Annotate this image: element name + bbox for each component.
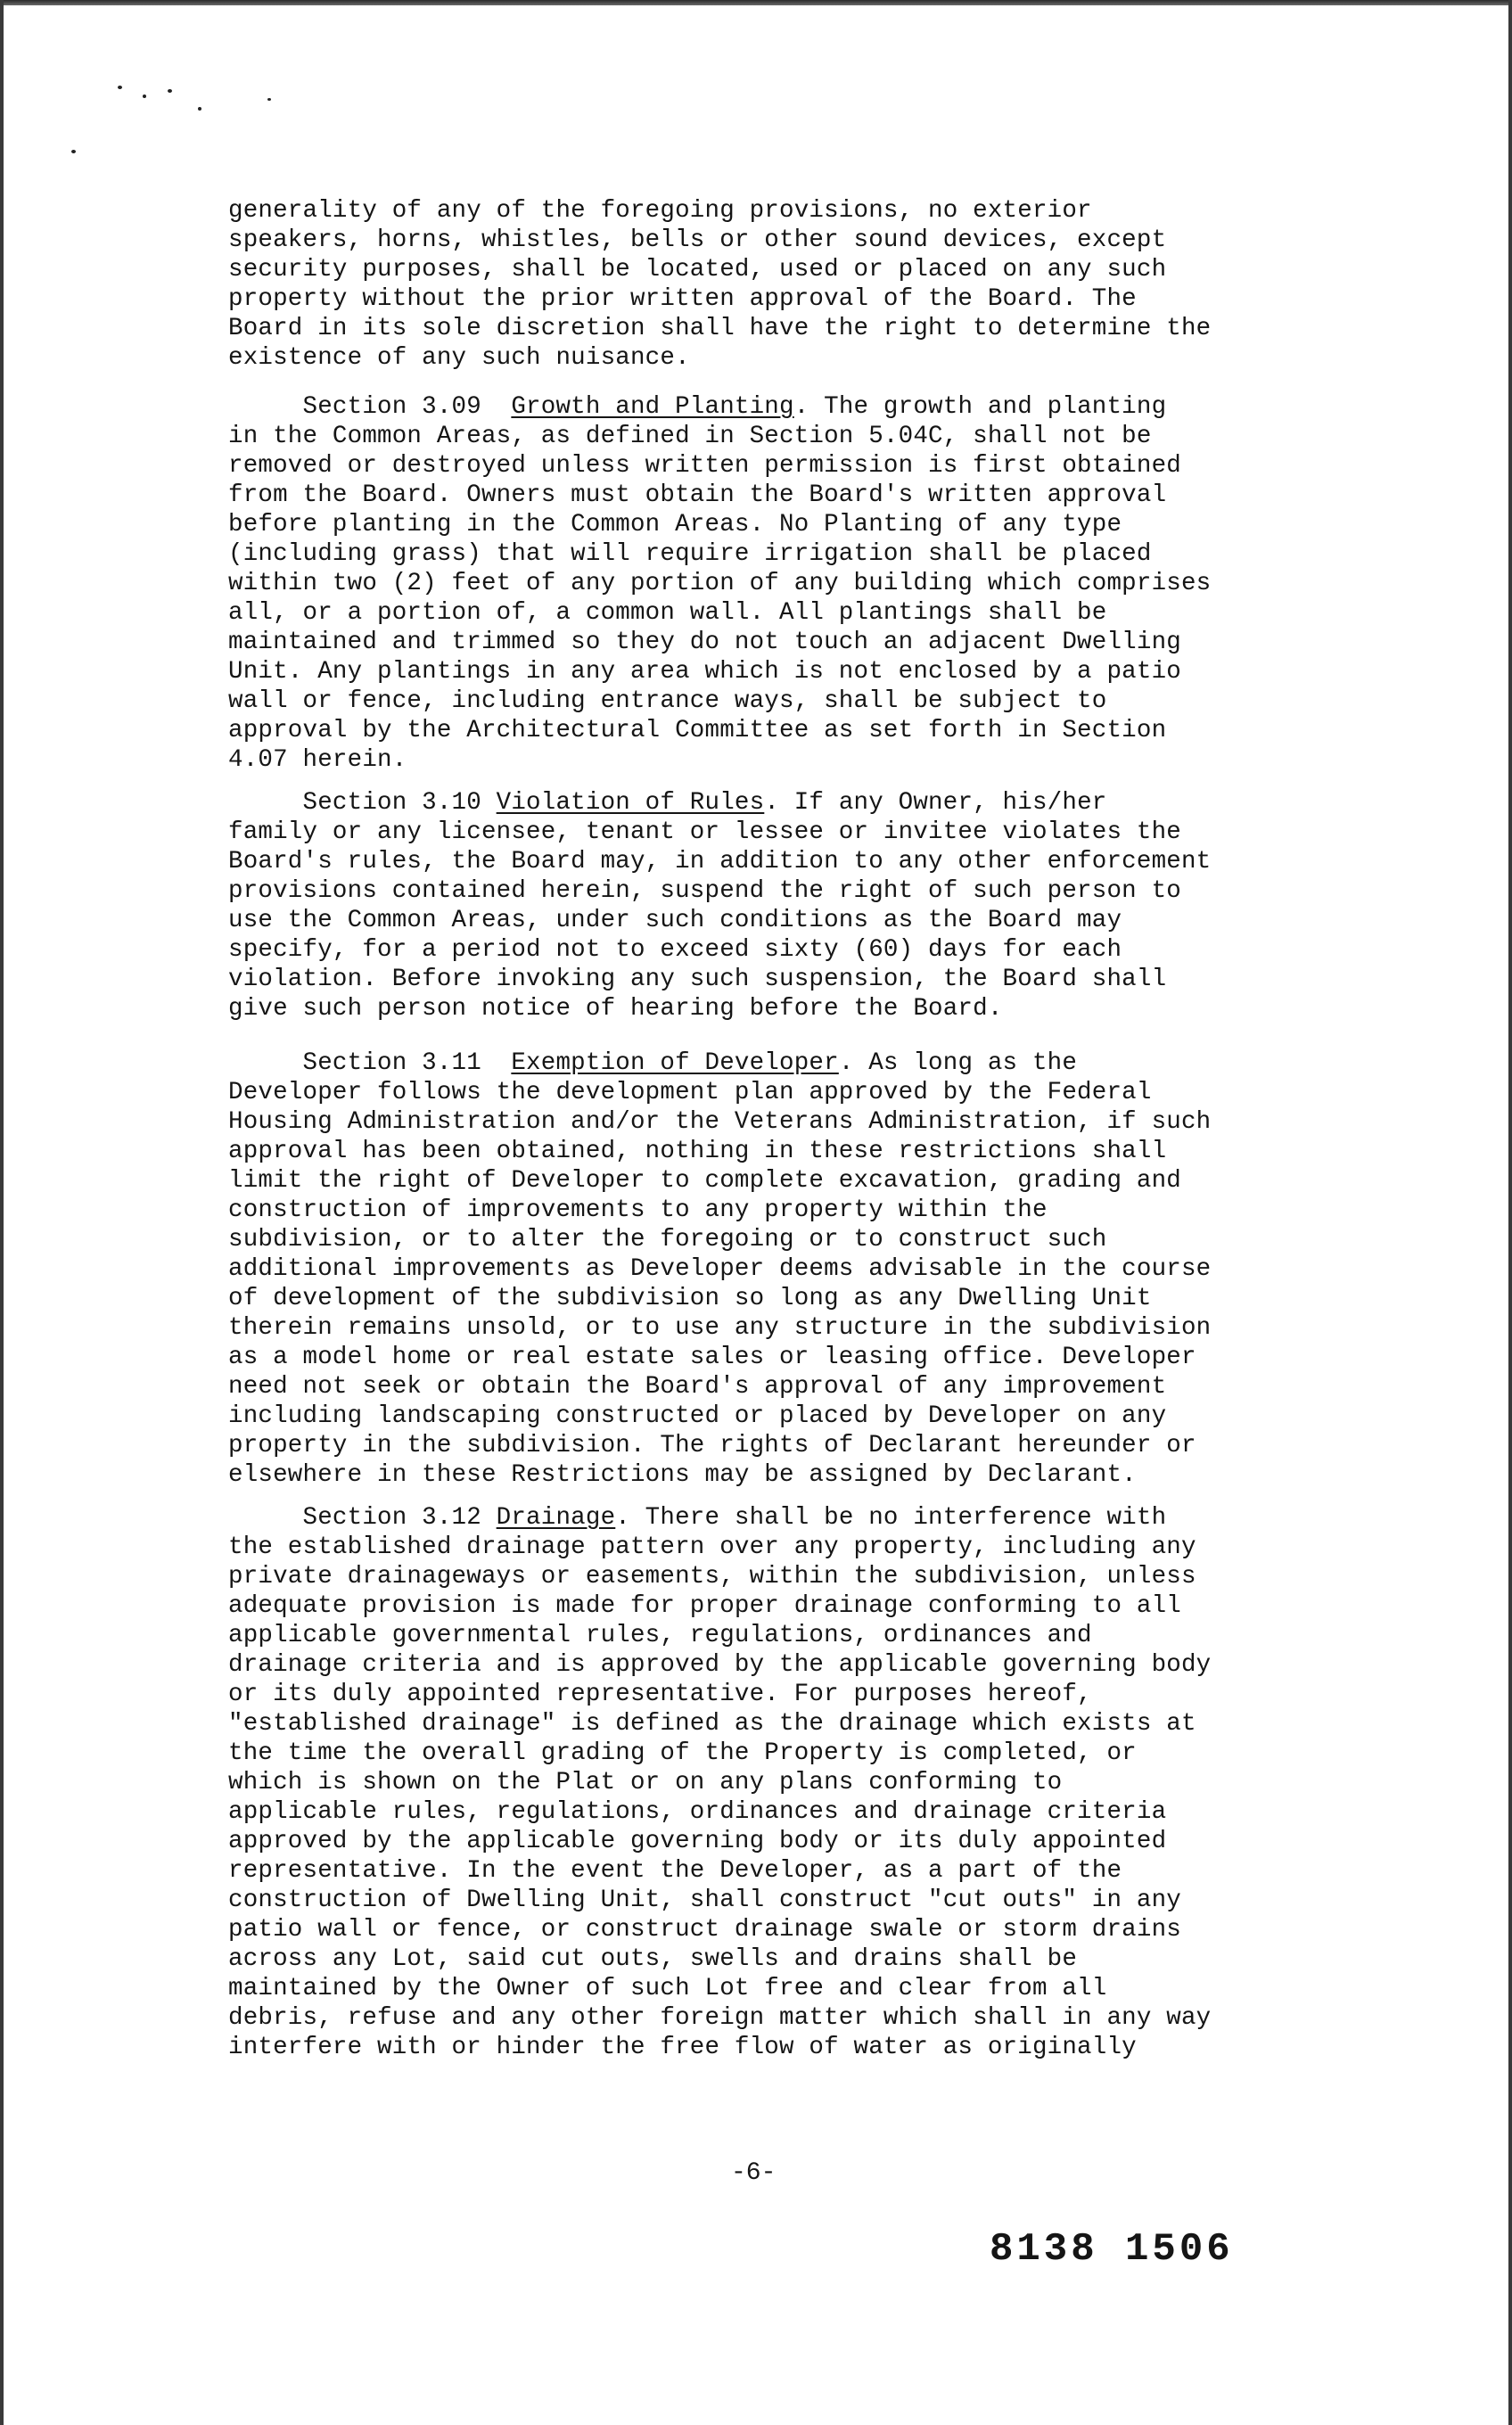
text-line: property without the prior written approval of the Board. The <box>228 285 1137 313</box>
section-3-09 <box>228 392 1369 775</box>
scan-edge-right <box>1508 0 1512 2425</box>
section-3-12 <box>228 1503 1369 2062</box>
text-line: approved by the applicable governing body or its duly appointed <box>228 1828 1167 1855</box>
text-line: patio wall or fence, or construct drainage swale or storm drains <box>228 1916 1181 1944</box>
text-line: elsewhere in these Restrictions may be assigned by Declarant. <box>228 1461 1137 1489</box>
text-line: subdivision, or to alter the foregoing or to construct such <box>228 1226 1107 1254</box>
text-line: security purposes, shall be located, used or placed on any such <box>228 256 1167 284</box>
scan-speck <box>267 98 271 101</box>
text-line: removed or destroyed unless written permission is first obtained <box>228 452 1181 480</box>
text-line: "established drainage" is defined as the drainage which exists at <box>228 1710 1196 1738</box>
text-line: give such person notice of hearing before the Board. <box>228 995 1003 1023</box>
text-line: before planting in the Common Areas. No Planting of any type <box>228 511 1122 538</box>
text-line: private drainageways or easements, within the subdivision, unless <box>228 1563 1196 1591</box>
scan-edge-top <box>0 0 1512 5</box>
text-line: or its duly appointed representative. For purposes hereof, <box>228 1681 1092 1708</box>
text-line: limit the right of Developer to complete excavation, grading and <box>228 1167 1181 1195</box>
text-line: family or any licensee, tenant or lessee or invitee violates the <box>228 818 1181 846</box>
text-line: wall or fence, including entrance ways, shall be subject to <box>228 687 1107 715</box>
text-line: 4.07 herein. <box>228 746 407 774</box>
section-3-11 <box>228 1048 1369 1490</box>
section-title: Drainage <box>496 1504 616 1532</box>
text-line: the established drainage pattern over any property, including any <box>228 1533 1196 1561</box>
text-line: all, or a portion of, a common wall. All plantings shall be <box>228 599 1107 627</box>
text-line: debris, refuse and any other foreign matter which shall in any way <box>228 2004 1212 2032</box>
text-line: maintained and trimmed so they do not touch an adjacent Dwelling <box>228 629 1181 656</box>
section-first-line-rest: . As long as the <box>838 1049 1078 1077</box>
scan-speck <box>71 150 76 153</box>
section-prefix: Section 3.11 <box>228 1049 512 1077</box>
text-line: maintained by the Owner of such Lot free and clear from all <box>228 1975 1107 2002</box>
section-first-line-rest: . There shall be no interference with <box>615 1504 1167 1532</box>
text-line: from the Board. Owners must obtain the Board's written approval <box>228 481 1167 509</box>
text-line: the time the overall grading of the Property is completed, or <box>228 1739 1137 1767</box>
section-title: Violation of Rules <box>496 789 765 817</box>
section-prefix: Section 3.12 <box>228 1504 497 1532</box>
section-first-line-rest: . The growth and planting <box>793 393 1167 421</box>
text-line: construction of Dwelling Unit, shall construct "cut outs" in any <box>228 1887 1181 1914</box>
page-number: -6- <box>731 2159 777 2187</box>
text-line: in the Common Areas, as defined in Section 5.04C, shall not be <box>228 423 1152 450</box>
recording-number: 8138 1506 <box>990 2227 1234 2272</box>
section-title: Growth and Planting <box>511 393 794 421</box>
section-3-10 <box>228 788 1369 1023</box>
section-heading-line <box>228 1048 1369 1078</box>
intro-paragraph <box>228 196 1369 373</box>
text-line: approval has been obtained, nothing in these restrictions shall <box>228 1138 1167 1165</box>
section-prefix: Section 3.09 <box>228 393 512 421</box>
text-line: as a model home or real estate sales or leasing office. Developer <box>228 1344 1196 1371</box>
scan-edge-left <box>0 0 4 2425</box>
text-line: specify, for a period not to exceed sixty (60) days for each <box>228 936 1122 964</box>
text-line: Housing Administration and/or the Veterans Administration, if such <box>228 1108 1212 1136</box>
text-line: existence of any such nuisance. <box>228 344 690 372</box>
text-line: drainage criteria and is approved by the applicable governing body <box>228 1651 1212 1679</box>
text-line: Developer follows the development plan approved by the Federal <box>228 1079 1152 1106</box>
text-line: need not seek or obtain the Board's approval of any improvement <box>228 1373 1167 1401</box>
text-line: adequate provision is made for proper drainage conforming to all <box>228 1592 1181 1620</box>
text-line: speakers, horns, whistles, bells or other sound devices, except <box>228 226 1167 254</box>
section-first-line-rest: . If any Owner, his/her <box>764 789 1107 817</box>
scan-speck <box>168 89 172 93</box>
text-line: additional improvements as Developer deems advisable in the course <box>228 1255 1212 1283</box>
scan-speck <box>198 107 201 111</box>
text-line: representative. In the event the Developer, as a part of the <box>228 1857 1122 1885</box>
text-line: therein remains unsold, or to use any structure in the subdivision <box>228 1314 1212 1342</box>
scan-speck <box>143 95 146 98</box>
text-line: Unit. Any plantings in any area which is not enclosed by a patio <box>228 658 1181 686</box>
text-line: use the Common Areas, under such conditions as the Board may <box>228 907 1122 934</box>
text-line: (including grass) that will require irrigation shall be placed <box>228 540 1152 568</box>
text-line: which is shown on the Plat or on any plans conforming to <box>228 1769 1063 1796</box>
text-line: provisions contained herein, suspend the right of such person to <box>228 877 1181 905</box>
text-line: approval by the Architectural Committee as set forth in Section <box>228 717 1167 744</box>
section-title: Exemption of Developer <box>511 1049 839 1077</box>
text-line: within two (2) feet of any portion of any building which comprises <box>228 570 1212 597</box>
text-line: applicable governmental rules, regulations, ordinances and <box>228 1622 1092 1649</box>
text-line: construction of improvements to any property within the <box>228 1196 1048 1224</box>
text-line: property in the subdivision. The rights of Declarant hereunder or <box>228 1432 1196 1459</box>
section-heading-line <box>228 1503 1369 1533</box>
text-line: including landscaping constructed or placed by Developer on any <box>228 1402 1167 1430</box>
text-line: across any Lot, said cut outs, swells and drains shall be <box>228 1945 1078 1973</box>
text-line: applicable rules, regulations, ordinances and drainage criteria <box>228 1798 1167 1826</box>
text-line: violation. Before invoking any such suspension, the Board shall <box>228 966 1167 993</box>
section-prefix: Section 3.10 <box>228 789 497 817</box>
section-heading-line <box>228 788 1369 818</box>
text-line: of development of the subdivision so long as any Dwelling Unit <box>228 1285 1152 1312</box>
scan-speck <box>118 86 122 89</box>
text-line: generality of any of the foregoing provisions, no exterior <box>228 197 1092 225</box>
text-line: Board in its sole discretion shall have the right to determine the <box>228 315 1212 342</box>
section-heading-line <box>228 392 1369 422</box>
text-line: interfere with or hinder the free flow of water as originally <box>228 2034 1137 2061</box>
text-line: Board's rules, the Board may, in addition to any other enforcement <box>228 848 1212 875</box>
